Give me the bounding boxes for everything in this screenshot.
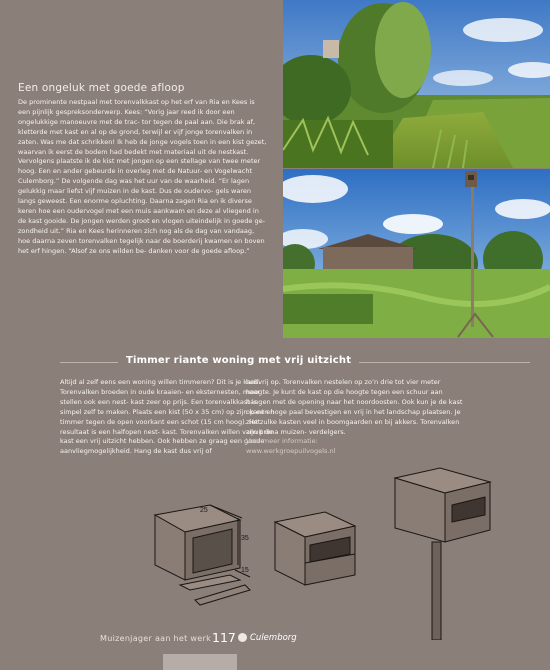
story-article [18, 82, 268, 257]
box-text-right: halfvrij op. Torenvalken nestelen op zo’n drie tot vier meter hoogte. Je kunt de kast op die hoogte tegen een schuur aan hangen met de opening naar het noordoosten. Ook kun je de kast op een hoge paal bevestigen en vrij in het landschap plaatsen. Je ziet zulke kasten veel in boomgaarden en bij akkers. Torenvalken zijn prima muizen- verdelgers. [246, 378, 463, 436]
culemborg-logo-icon [238, 633, 247, 642]
page-number: 117 [212, 630, 236, 645]
box-column-right [246, 378, 466, 457]
nestbox-drawings [60, 460, 530, 640]
dim-label-2: 35 [241, 535, 249, 542]
page-footer [100, 631, 400, 645]
dim-label-1: 25 [200, 507, 208, 514]
nestbox-sketch-on-pole [395, 468, 490, 640]
info-label: Voor meer informatie: [246, 437, 318, 446]
dim-label-3: 15 [241, 567, 249, 574]
box-title-bar [60, 353, 530, 373]
footer-city: Culemborg [250, 633, 297, 643]
info-link[interactable]: www.werkgroepuilvogels.nl [246, 447, 336, 456]
photo-farm-nestpole [283, 169, 550, 338]
story-body: De prominente nestpaal met torenvalkkast op het erf van Ria en Kees is een pijnlijk gespreksonderwerp. Kees: “Vorig jaar reed ik door een ongelukkige manoeuvre met de trac- tor tegen de paal aan. Die brak af, kletterde met kast en al op de grond, terwijl er vijf jonge torenvalken in zaten. Was me dat schrikken! Ik heb de jonge vogels toen in een kist gezet, waarvan ik eerst de bodem had bedekt met materiaal uit de nestkast. Vervolgens plaatste ik de kist met jongen op een stellage van twee meter hoog. Een en ander gebeurde in overleg met de Natuur- en Vogelwacht Culemborg.” De volgende dag was het uur van de waarheid. “Er lagen gelukkig maar liefst vijf muizen in de kast. Dus de oudervo- gels waren langs geweest. Een enorme opluchting. Daarna zagen Ria en ik diverse keren hoe een oudervogel met een muis aankwam en deze al vliegend in de kast gooide. De jongen werden groot en vlogen uiteindelijk in goede ge- zondheid uit.” Ria en Kees herinneren zich nog als de dag van vandaag, hoe daarna zeven torenvalken tegelijk naar de boerderij kwamen en boven het erf hingen. “Alsof ze ons wilden be- danken voor de goede afloop.” [18, 98, 267, 255]
nestbox-sketch-open [155, 505, 250, 605]
nestbox-sketch-closed [275, 512, 355, 585]
footer-tab [163, 654, 237, 670]
photo-willow-ditch [283, 0, 550, 168]
story-title: Een ongeluk met goede afloop [18, 82, 185, 94]
box-text-left: Altijd al zelf eens een woning willen timmeren? Dit is je kans. Torenvalken broeden in oude kraaien- en eksternesten, maar stellen ook een nest- kast zeer op prijs. Een torenvalkkast is simpel zelf te maken. Plaats een kist (50 x 35 cm) op zijn kant en timmer tegen de open voorkant een schot (15 cm hoog). Het resultaat is een halfopen nest- kast. Torenvalken willen vanuit de kast een vrij uitzicht hebben. Ook hebben ze graag een goede aanvliegmogelijkheid. Hang de kast dus vrij of [60, 378, 275, 456]
box-title: Timmer riante woning met vrij uitzicht [118, 355, 359, 366]
footer-section-title: Muizenjager aan het werk [100, 634, 212, 643]
